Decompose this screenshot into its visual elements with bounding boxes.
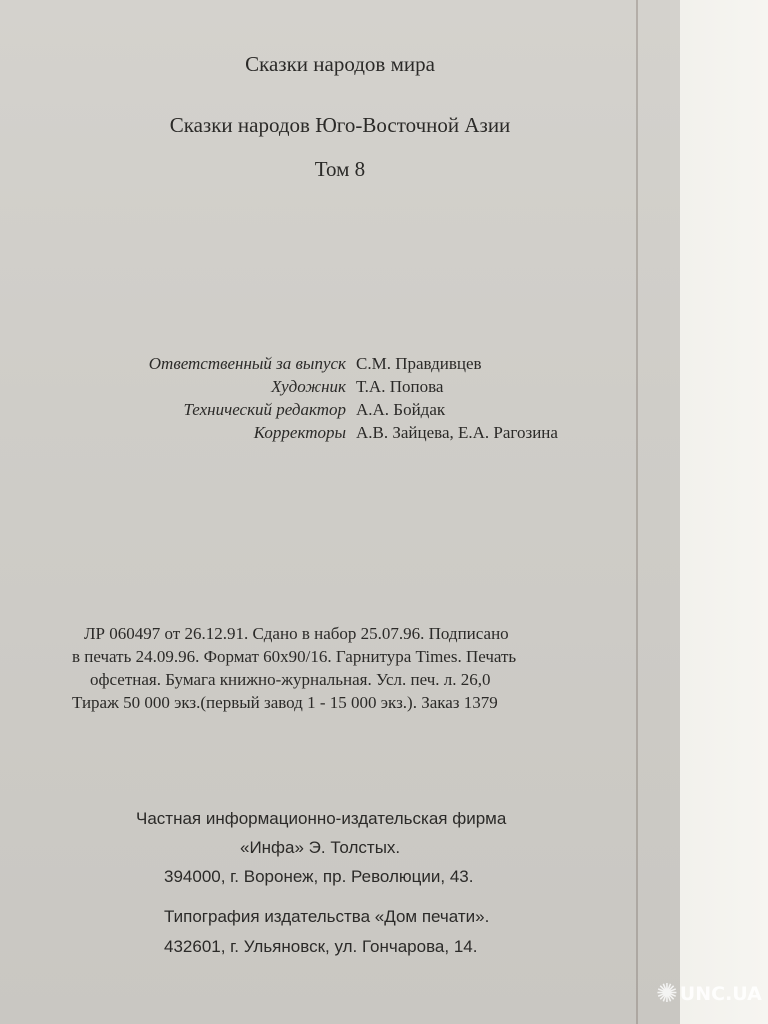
starburst-icon: ✺ [656, 979, 678, 1009]
credit-name: Т.А. Попова [356, 377, 444, 396]
credit-name: С.М. Правдивцев [356, 354, 482, 373]
credit-name: А.А. Бойдак [356, 400, 446, 419]
imprint-line: Тираж 50 000 экз.(первый завод 1 - 15 000 экз.). Заказ 1379 [72, 693, 498, 712]
publisher-block [0, 804, 680, 891]
credit-role: Технический редактор [183, 400, 346, 419]
credit-row [60, 398, 660, 421]
credit-row [60, 352, 660, 375]
printer-line: Типография издательства «Дом печати». [164, 907, 490, 926]
imprint-line: ЛР 060497 от 26.12.91. Сдано в набор 25.07.96. Подписано [84, 624, 509, 643]
printer-block [0, 902, 680, 962]
volume-number: Том 8 [314, 157, 366, 181]
watermark [656, 964, 768, 1024]
credit-role: Ответственный за выпуск [148, 354, 346, 373]
page-edge-background [680, 0, 768, 1024]
credits-block [60, 352, 660, 444]
book-title: Сказки народов Юго-Восточной Азии [169, 113, 511, 137]
watermark-text: UNC.UA [679, 983, 762, 1005]
credit-name: А.В. Зайцева, Е.А. Рагозина [356, 423, 558, 442]
series-title: Сказки народов мира [245, 52, 435, 76]
credit-role: Художник [271, 377, 346, 396]
credit-row [60, 421, 660, 444]
credit-row [60, 375, 660, 398]
imprint-block [60, 622, 640, 714]
imprint-line: офсетная. Бумага книжно-журнальная. Усл. печ. л. 26,0 [90, 670, 491, 689]
publisher-line: «Инфа» Э. Толстых. [240, 838, 401, 857]
publisher-line: 394000, г. Воронеж, пр. Революции, 43. [164, 867, 474, 886]
publisher-line: Частная информационно-издательская фирма [136, 809, 507, 828]
printer-line: 432601, г. Ульяновск, ул. Гончарова, 14. [164, 937, 478, 956]
imprint-line: в печать 24.09.96. Формат 60х90/16. Гарнитура Times. Печать [72, 647, 517, 666]
credit-role: Корректоры [253, 423, 346, 442]
